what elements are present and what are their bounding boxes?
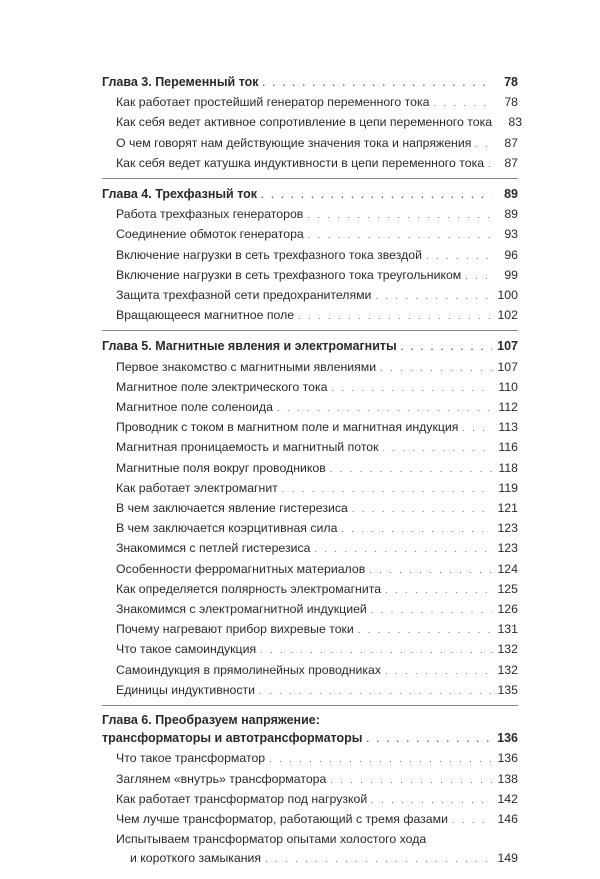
toc-entry[interactable] xyxy=(102,519,518,539)
page-number: 136 xyxy=(497,751,518,766)
entry-title: Как себя ведет катушка индуктивности в цепи переменного тока xyxy=(116,155,485,170)
dot-leader xyxy=(452,811,492,830)
dot-leader xyxy=(265,850,492,869)
page-number: 149 xyxy=(497,851,518,866)
entry-title: Вращающееся магнитное поле xyxy=(116,308,295,323)
dot-leader xyxy=(261,186,492,205)
dot-leader xyxy=(433,94,492,113)
entry-title: В чем заключается явление гистерезиса xyxy=(116,501,348,516)
toc-entry[interactable] xyxy=(102,459,518,479)
dot-leader xyxy=(331,379,492,398)
entry-title: О чем говорят нам действующие значения тока и напряжения xyxy=(116,135,472,150)
toc-entry[interactable] xyxy=(102,560,518,580)
toc-entry[interactable] xyxy=(102,790,518,810)
page-number: 121 xyxy=(497,501,518,516)
entry-title-line1[interactable]: Испытываем трансформатор опытами холостого хода xyxy=(116,832,427,847)
dot-leader xyxy=(269,750,492,769)
page-number: 89 xyxy=(504,207,518,222)
dot-leader xyxy=(307,206,492,225)
dot-leader xyxy=(330,460,492,479)
dot-leader xyxy=(380,359,492,378)
toc-entry[interactable] xyxy=(102,134,518,154)
page-number: 125 xyxy=(497,581,518,596)
dot-leader xyxy=(426,247,492,266)
page-number: 107 xyxy=(497,359,518,374)
entry-title: Знакомимся с электромагнитной индукцией xyxy=(116,602,367,617)
page-number: 126 xyxy=(497,602,518,617)
page-number: 132 xyxy=(497,662,518,677)
page-number: 146 xyxy=(497,811,518,826)
chapter-4 xyxy=(102,185,518,331)
entry-title: Почему нагревают прибор вихревые токи xyxy=(116,622,354,637)
chapter-heading[interactable] xyxy=(102,185,518,205)
page-number: 123 xyxy=(497,541,518,556)
toc-entry[interactable] xyxy=(102,113,523,133)
toc-entry[interactable] xyxy=(102,479,518,499)
dot-leader xyxy=(369,561,492,580)
page-number: 89 xyxy=(504,187,518,202)
page-number: 119 xyxy=(498,480,518,495)
page-number: 112 xyxy=(498,400,518,415)
entry-title: Как определяется полярность электромагнита xyxy=(116,581,382,596)
dot-leader xyxy=(401,338,492,357)
dot-leader xyxy=(260,641,492,660)
entry-title: Включение нагрузки в сеть трехфазного тока треугольником xyxy=(116,267,462,282)
entry-title: Первое знакомство с магнитными явлениями xyxy=(116,359,377,374)
toc-entry[interactable] xyxy=(102,849,518,869)
chapter-title-line1: Глава 6. Преобразуем напряжение: xyxy=(102,713,320,728)
page-number: 100 xyxy=(497,288,518,303)
dot-leader xyxy=(277,399,492,418)
toc-entry[interactable] xyxy=(102,810,518,830)
toc-entry[interactable] xyxy=(102,306,518,326)
dot-leader xyxy=(366,730,492,749)
page-number: 136 xyxy=(497,731,518,746)
dot-leader xyxy=(341,520,492,539)
toc-entry[interactable] xyxy=(102,600,518,620)
chapter-heading[interactable] xyxy=(102,729,518,749)
toc-entry[interactable] xyxy=(102,286,518,306)
entry-title: Магнитная проницаемость и магнитный поток xyxy=(116,440,379,455)
table-of-contents xyxy=(102,73,523,879)
page-number: 99 xyxy=(504,267,518,282)
entry-title: Магнитное поле соленоида xyxy=(116,400,273,415)
toc-entry[interactable] xyxy=(102,205,518,225)
dot-leader xyxy=(330,771,492,790)
toc-entry[interactable] xyxy=(102,154,518,174)
entry-title: Работа трехфазных генераторов xyxy=(116,207,304,222)
toc-entry[interactable] xyxy=(102,378,518,398)
dot-leader xyxy=(263,74,492,93)
page-number: 83 xyxy=(508,115,523,130)
entry-title: Соединение обмоток генератора xyxy=(116,227,304,242)
entry-title: Особенности ферромагнитных материалов xyxy=(116,561,366,576)
page-number: 87 xyxy=(504,155,518,170)
page-number: 78 xyxy=(504,95,518,110)
page-number: 107 xyxy=(497,339,518,354)
toc-entry[interactable] xyxy=(102,398,518,418)
chapter-heading[interactable] xyxy=(102,73,518,93)
entry-title: Что такое самоиндукция xyxy=(116,642,257,657)
dot-leader xyxy=(259,682,492,701)
entry-title: Как работает электромагнит xyxy=(116,480,278,495)
entry-title: Заглянем «внутрь» трансформатора xyxy=(116,771,327,786)
entry-title: Единицы индуктивности xyxy=(116,682,256,697)
chapter-title: Глава 4. Трехфазный ток xyxy=(102,187,258,202)
dot-leader xyxy=(488,155,492,174)
page-number: 135 xyxy=(497,682,518,697)
dot-leader xyxy=(383,439,492,458)
page-number: 124 xyxy=(497,561,518,576)
entry-title: Магнитное поле электрического тока xyxy=(116,379,328,394)
page-number: 102 xyxy=(497,308,518,323)
dot-leader xyxy=(358,621,492,640)
page-number: 78 xyxy=(504,75,518,89)
dot-leader xyxy=(314,540,492,559)
chapter-heading[interactable] xyxy=(102,337,518,357)
dot-leader xyxy=(352,500,492,519)
toc-entry[interactable] xyxy=(102,661,518,681)
dot-leader xyxy=(371,791,492,810)
page-number: 93 xyxy=(504,227,518,242)
page-number: 110 xyxy=(498,379,518,394)
dot-leader xyxy=(475,135,492,154)
toc-entry[interactable] xyxy=(102,246,518,266)
page-number: 131 xyxy=(497,622,518,637)
chapter-5 xyxy=(102,337,518,706)
dot-leader xyxy=(465,267,492,286)
entry-title: Как работает простейший генератор переменного тока xyxy=(116,95,430,110)
page-number: 116 xyxy=(498,440,518,455)
toc-entry[interactable] xyxy=(102,640,518,660)
dot-leader xyxy=(282,480,492,499)
entry-title: Проводник с током в магнитном поле и магнитная индукция xyxy=(116,420,459,435)
page-number: 142 xyxy=(497,791,518,806)
entry-title: Знакомимся с петлей гистерезиса xyxy=(116,541,311,556)
page-number: 96 xyxy=(504,247,518,262)
page-number: 123 xyxy=(497,521,518,536)
toc-entry[interactable] xyxy=(102,770,518,790)
page-number: 87 xyxy=(504,135,518,150)
dot-leader xyxy=(308,226,492,245)
dot-leader xyxy=(385,581,492,600)
toc-entry[interactable] xyxy=(102,620,518,640)
entry-title: Что такое трансформатор xyxy=(116,751,266,766)
toc-entry[interactable] xyxy=(102,438,518,458)
toc-entry[interactable] xyxy=(102,358,518,378)
toc-entry[interactable] xyxy=(102,749,518,769)
chapter-3 xyxy=(102,73,523,179)
entry-title: В чем заключается коэрцитивная сила xyxy=(116,521,338,536)
toc-entry[interactable] xyxy=(102,539,518,559)
page-number: 113 xyxy=(498,420,518,435)
toc-entry[interactable] xyxy=(102,225,518,245)
toc-entry[interactable] xyxy=(102,93,518,113)
entry-title: Защита трехфазной сети предохранителями xyxy=(116,288,372,303)
page-number: 118 xyxy=(498,460,518,475)
chapter-title-line2: трансформаторы и автотрансформаторы xyxy=(102,731,363,746)
toc-entry[interactable] xyxy=(102,499,518,519)
entry-title: Как работает трансформатор под нагрузкой xyxy=(116,791,368,806)
page-number: 132 xyxy=(497,642,518,657)
page-number: 138 xyxy=(497,771,518,786)
dot-leader xyxy=(462,419,492,438)
entry-title: Чем лучше трансформатор, работающий с тремя фазами xyxy=(116,811,448,826)
entry-title: Включение нагрузки в сеть трехфазного тока звездой xyxy=(116,247,422,262)
dot-leader xyxy=(375,287,492,306)
entry-title: Самоиндукция в прямолинейных проводниках xyxy=(116,662,382,677)
chapter-title: Глава 5. Магнитные явления и электромагниты xyxy=(102,339,397,354)
toc-entry[interactable] xyxy=(102,580,518,600)
entry-title: Магнитные поля вокруг проводников xyxy=(116,460,326,475)
chapter-6 xyxy=(102,712,518,873)
entry-title: Как себя ведет активное сопротивление в цепи переменного тока xyxy=(116,115,493,130)
toc-entry[interactable] xyxy=(102,681,518,701)
toc-entry[interactable] xyxy=(102,266,518,286)
toc-entry[interactable] xyxy=(102,418,518,438)
dot-leader xyxy=(371,601,492,620)
dot-leader xyxy=(385,662,492,681)
entry-title-line2: и короткого замыкания xyxy=(130,851,262,866)
chapter-title: Глава 3. Переменный ток xyxy=(102,75,259,89)
dot-leader xyxy=(298,307,492,326)
